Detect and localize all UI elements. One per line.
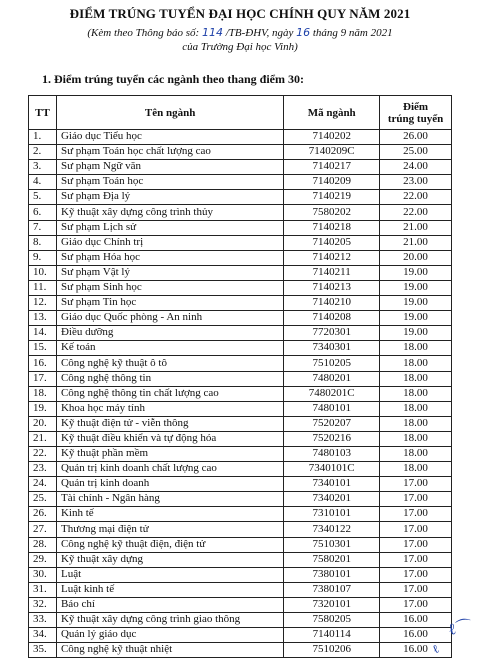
major-code: 7340301	[284, 341, 380, 356]
major-name: Báo chí	[56, 597, 283, 612]
document-note-line-2: của Trường Đại học Vinh)	[182, 41, 298, 53]
major-name: Điều dưỡng	[56, 326, 283, 341]
major-name: Sư phạm Hóa học	[56, 250, 283, 265]
major-name: Công nghệ kỹ thuật nhiệt	[56, 643, 283, 658]
admission-score: 19.00	[380, 326, 452, 341]
major-code: 7140209	[284, 175, 380, 190]
row-number: 5.	[29, 190, 57, 205]
major-code: 7140205	[284, 235, 380, 250]
major-code: 7140208	[284, 311, 380, 326]
row-number: 17.	[29, 371, 57, 386]
table-row	[29, 205, 452, 220]
row-number: 12.	[29, 296, 57, 311]
major-code: 7140211	[284, 265, 380, 280]
major-code: 7320101	[284, 597, 380, 612]
table-row	[29, 341, 452, 356]
table-row	[29, 522, 452, 537]
table-header-row	[29, 96, 452, 130]
row-number: 28.	[29, 537, 57, 552]
table-row	[29, 492, 452, 507]
header-name: Tên ngành	[56, 96, 283, 130]
admission-score: 20.00	[380, 250, 452, 265]
admission-score: 16.00	[380, 613, 452, 628]
major-code: 7140219	[284, 190, 380, 205]
admission-score: 19.00	[380, 296, 452, 311]
handwritten-day: 16	[296, 26, 311, 39]
row-number: 35.	[29, 643, 57, 658]
admission-score: 21.00	[380, 235, 452, 250]
table-row	[29, 613, 452, 628]
row-number: 32.	[29, 597, 57, 612]
major-name: Công nghệ kỹ thuật ô tô	[56, 356, 283, 371]
major-name: Sư phạm Ngữ văn	[56, 160, 283, 175]
table-row	[29, 190, 452, 205]
table-row	[29, 477, 452, 492]
major-name: Sư phạm Toán học	[56, 175, 283, 190]
table-row	[29, 145, 452, 160]
major-name: Kỹ thuật xây dựng công trình giao thông	[56, 613, 283, 628]
table-row	[29, 552, 452, 567]
table-row	[29, 235, 452, 250]
admission-score: 24.00	[380, 160, 452, 175]
row-number: 6.	[29, 205, 57, 220]
note-mid: /TB-ĐHV, ngày	[225, 27, 294, 39]
admission-score: 17.00	[380, 522, 452, 537]
admission-score: 19.00	[380, 311, 452, 326]
table-row	[29, 130, 452, 145]
major-code: 7140213	[284, 280, 380, 295]
admission-score: 18.00	[380, 401, 452, 416]
major-name: Kỹ thuật điều khiển và tự động hóa	[56, 431, 283, 446]
table-row	[29, 416, 452, 431]
row-number: 20.	[29, 416, 57, 431]
row-number: 25.	[29, 492, 57, 507]
header-score	[380, 96, 452, 130]
major-code: 7140202	[284, 130, 380, 145]
major-name: Quản trị kinh doanh	[56, 477, 283, 492]
note-prefix: (Kèm theo Thông báo số:	[87, 27, 200, 39]
note-suffix: tháng 9 năm 2021	[312, 27, 393, 39]
admission-score: 18.00	[380, 416, 452, 431]
admission-score: 22.00	[380, 205, 452, 220]
major-name: Kỹ thuật điện tử - viễn thông	[56, 416, 283, 431]
row-number: 13.	[29, 311, 57, 326]
row-number: 9.	[29, 250, 57, 265]
major-name: Sư phạm Toán học chất lượng cao	[56, 145, 283, 160]
row-number: 16.	[29, 356, 57, 371]
major-code: 7140114	[284, 628, 380, 643]
major-name: Sư phạm Lịch sử	[56, 220, 283, 235]
admission-score: 17.00	[380, 597, 452, 612]
admission-score: 17.00	[380, 582, 452, 597]
admission-score: 17.00	[380, 567, 452, 582]
row-number: 29.	[29, 552, 57, 567]
admission-score: 23.00	[380, 175, 452, 190]
major-name: Sư phạm Vật lý	[56, 265, 283, 280]
major-code: 7340101C	[284, 462, 380, 477]
major-code: 7140218	[284, 220, 380, 235]
major-name: Kỹ thuật xây dựng	[56, 552, 283, 567]
handwritten-signature-mark: ℓ⌒	[447, 618, 474, 639]
row-number: 23.	[29, 462, 57, 477]
row-number: 31.	[29, 582, 57, 597]
row-number: 21.	[29, 431, 57, 446]
major-name: Kinh tế	[56, 507, 283, 522]
row-number: 30.	[29, 567, 57, 582]
admission-score: 18.00	[380, 446, 452, 461]
admission-score: 17.00	[380, 537, 452, 552]
major-code: 7140217	[284, 160, 380, 175]
admission-score: 18.00	[380, 356, 452, 371]
table-row	[29, 280, 452, 295]
major-name: Giáo dục Quốc phòng - An ninh	[56, 311, 283, 326]
row-number: 15.	[29, 341, 57, 356]
document-note-line-1	[0, 26, 480, 39]
table-row	[29, 326, 452, 341]
table-row	[29, 160, 452, 175]
row-number: 11.	[29, 280, 57, 295]
major-name: Quản lý giáo dục	[56, 628, 283, 643]
table-row	[29, 356, 452, 371]
major-name: Sư phạm Địa lý	[56, 190, 283, 205]
header-score-line-2: trúng tuyển	[387, 112, 444, 125]
major-code: 7480103	[284, 446, 380, 461]
table-row	[29, 507, 452, 522]
row-number: 33.	[29, 613, 57, 628]
admission-score: 17.00	[380, 507, 452, 522]
table-row	[29, 386, 452, 401]
row-number: 26.	[29, 507, 57, 522]
major-name: Kế toán	[56, 341, 283, 356]
table-row	[29, 462, 452, 477]
major-name: Luật kinh tế	[56, 582, 283, 597]
admission-score: 17.00	[380, 477, 452, 492]
table-row	[29, 175, 452, 190]
major-code: 7720301	[284, 326, 380, 341]
row-number: 22.	[29, 446, 57, 461]
admission-score: 17.00	[380, 552, 452, 567]
row-number: 14.	[29, 326, 57, 341]
major-code: 7140212	[284, 250, 380, 265]
table-row	[29, 431, 452, 446]
row-number: 2.	[29, 145, 57, 160]
admission-score: 16.00	[380, 643, 452, 658]
major-name: Sư phạm Tin học	[56, 296, 283, 311]
major-name: Kỹ thuật xây dựng công trình thủy	[56, 205, 283, 220]
admission-score: 18.00	[380, 462, 452, 477]
table-row	[29, 401, 452, 416]
major-code: 7340201	[284, 492, 380, 507]
table-row	[29, 220, 452, 235]
table-row	[29, 446, 452, 461]
row-number: 34.	[29, 628, 57, 643]
major-name: Sư phạm Sinh học	[56, 280, 283, 295]
major-name: Kỹ thuật phần mềm	[56, 446, 283, 461]
admission-score: 16.00	[380, 628, 452, 643]
major-name: Luật	[56, 567, 283, 582]
admission-score: 18.00	[380, 371, 452, 386]
table-row	[29, 296, 452, 311]
row-number: 27.	[29, 522, 57, 537]
major-code: 7340122	[284, 522, 380, 537]
major-code: 7140209C	[284, 145, 380, 160]
major-name: Công nghệ kỹ thuật điện, điện tử	[56, 537, 283, 552]
header-code: Mã ngành	[284, 96, 380, 130]
major-code: 7580201	[284, 552, 380, 567]
major-name: Quản trị kinh doanh chất lượng cao	[56, 462, 283, 477]
table-row	[29, 582, 452, 597]
major-code: 7520207	[284, 416, 380, 431]
table-row	[29, 567, 452, 582]
major-name: Thương mại điện tử	[56, 522, 283, 537]
row-number: 1.	[29, 130, 57, 145]
handwritten-number: 114	[201, 26, 223, 39]
major-code: 7580205	[284, 613, 380, 628]
major-code: 7380107	[284, 582, 380, 597]
major-code: 7480201	[284, 371, 380, 386]
major-code: 7480201C	[284, 386, 380, 401]
major-code: 7510206	[284, 643, 380, 658]
major-name: Công nghệ thông tin	[56, 371, 283, 386]
major-name: Tài chính - Ngân hàng	[56, 492, 283, 507]
table-row	[29, 643, 452, 658]
major-code: 7340101	[284, 477, 380, 492]
admission-score: 22.00	[380, 190, 452, 205]
admission-score: 18.00	[380, 431, 452, 446]
table-row	[29, 537, 452, 552]
major-name: Giáo dục Tiểu học	[56, 130, 283, 145]
table-row	[29, 628, 452, 643]
admission-score: 17.00	[380, 492, 452, 507]
section-title: 1. Điểm trúng tuyển các ngành theo thang điểm 30:	[42, 72, 305, 86]
table-row	[29, 265, 452, 280]
major-code: 7510301	[284, 537, 380, 552]
row-number: 18.	[29, 386, 57, 401]
row-number: 4.	[29, 175, 57, 190]
header-score-line-1: Điểm	[403, 100, 429, 113]
row-number: 7.	[29, 220, 57, 235]
admission-score: 18.00	[380, 386, 452, 401]
major-code: 7140210	[284, 296, 380, 311]
admission-score: 18.00	[380, 341, 452, 356]
major-code: 7480101	[284, 401, 380, 416]
major-code: 7310101	[284, 507, 380, 522]
document-title: ĐIỂM TRÚNG TUYỂN ĐẠI HỌC CHÍNH QUY NĂM 2021	[69, 6, 411, 21]
row-number: 10.	[29, 265, 57, 280]
table-row	[29, 597, 452, 612]
row-number: 19.	[29, 401, 57, 416]
admission-score: 26.00	[380, 130, 452, 145]
row-number: 8.	[29, 235, 57, 250]
admission-score: 21.00	[380, 220, 452, 235]
major-code: 7520216	[284, 431, 380, 446]
admission-score: 19.00	[380, 265, 452, 280]
major-code: 7580202	[284, 205, 380, 220]
handwritten-initial-mark: ℓ	[430, 641, 442, 657]
major-code: 7510205	[284, 356, 380, 371]
major-code: 7380101	[284, 567, 380, 582]
major-name: Công nghệ thông tin chất lượng cao	[56, 386, 283, 401]
admission-score: 19.00	[380, 280, 452, 295]
admission-score-table	[28, 95, 452, 658]
table-row	[29, 311, 452, 326]
row-number: 24.	[29, 477, 57, 492]
admission-score: 25.00	[380, 145, 452, 160]
major-name: Giáo dục Chính trị	[56, 235, 283, 250]
row-number: 3.	[29, 160, 57, 175]
table-row	[29, 371, 452, 386]
table-row	[29, 250, 452, 265]
header-tt: TT	[29, 96, 57, 130]
major-name: Khoa học máy tính	[56, 401, 283, 416]
